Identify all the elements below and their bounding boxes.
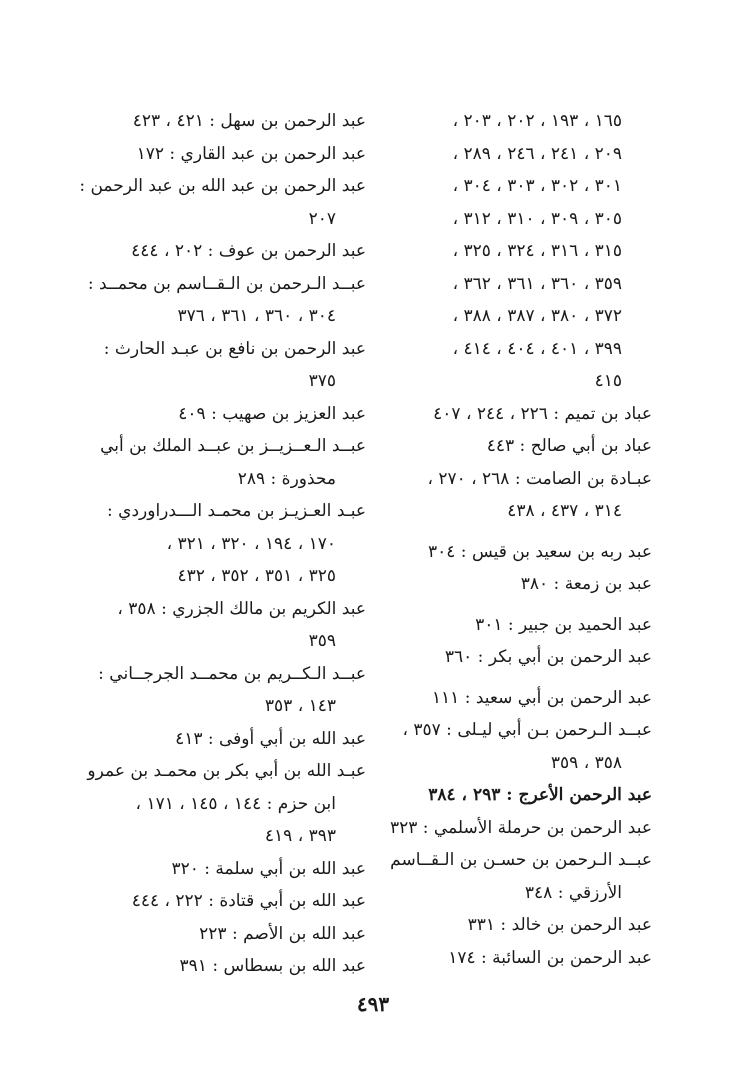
index-entry-continuation: ٣١٤ ، ٤٣٧ ، ٤٣٨: [507, 501, 622, 521]
index-entry: عبد الرحمن بن السائبة : ١٧٤: [448, 947, 652, 968]
index-entry-continuation: ٣٧٥: [308, 371, 336, 391]
index-entry: عبــد الـرحمن بن الـقــاسم بن محمــد :: [87, 273, 366, 294]
index-entry: عبد الرحمن بن خالد : ٣٣١: [467, 915, 652, 935]
index-entry-continuation: ٣١٥ ، ٣١٦ ، ٣٢٤ ، ٣٢٥ ،: [452, 241, 622, 261]
index-entry: عبد الرحمن بن حرملة الأسلمي : ٣٢٣: [389, 817, 652, 838]
index-entry-continuation: ابن حزم : ١٤٤ ، ١٤٥ ، ١٧١ ،: [135, 793, 336, 814]
left-column: [76, 105, 366, 983]
index-entry-continuation: ٣٠٤ ، ٣٦٠ ، ٣٦١ ، ٣٧٦: [177, 306, 336, 326]
index-entry: عبد الرحمن بن عبد الله بن عبد الرحمن :: [79, 176, 366, 196]
index-entry: عبــد الـرحمن بن حسـن بن الـقــاسم: [390, 850, 652, 870]
index-entry-continuation: ٣٢٥ ، ٣٥١ ، ٣٥٢ ، ٤٣٢: [177, 566, 336, 586]
index-entry: عبد الله بن الأصم : ٢٢٣: [199, 923, 366, 944]
index-entry-continuation: ٢٠٩ ، ٢٤١ ، ٢٤٦ ، ٢٨٩ ،: [452, 143, 622, 164]
index-entry: عبـادة بن الصامت : ٢٦٨ ، ٢٧٠ ،: [427, 468, 652, 489]
index-entry: عبــد الـعــزيــز بن عبــد الملك بن أبي: [100, 436, 366, 456]
index-entry: عبــد الـكــريم بن محمــد الجرجــاني :: [98, 663, 366, 684]
index-entry: عبد بن زمعة : ٣٨٠: [520, 574, 652, 594]
index-entry-continuation: ٣٠١ ، ٣٠٢ ، ٣٠٣ ، ٣٠٤ ،: [452, 176, 622, 196]
index-entry: عبد الله بن بسطاس : ٣٩١: [179, 956, 366, 976]
index-entry: عبد الرحمن بن أبي سعيد : ١١١: [431, 687, 652, 708]
index-entry-continuation: محذورة : ٢٨٩: [237, 468, 336, 489]
index-entry-continuation: ٣٩٩ ، ٤٠١ ، ٤٠٤ ، ٤١٤ ،: [452, 338, 622, 359]
index-entry-continuation: ٢٠٧: [308, 208, 336, 229]
index-entry: عبد الرحمن بن سهل : ٤٢١ ، ٤٢٣: [132, 111, 366, 131]
index-entry: عبـد الله بن أبي بكر بن محمـد بن عمرو: [87, 761, 366, 781]
index-entry: عبد الحميد بن جبير : ٣٠١: [475, 614, 652, 635]
index-entry: عبد ربه بن سعيد بن قيس : ٣٠٤: [428, 541, 652, 562]
index-entry-continuation: ٣٥٨ ، ٣٥٩: [550, 752, 622, 773]
index-entry: عبد الكريم بن مالك الجزري : ٣٥٨ ،: [117, 598, 366, 619]
index-entry: عبد الرحمن بن أبي بكر : ٣٦٠: [444, 647, 652, 667]
right-column: [362, 105, 652, 974]
index-entry-continuation: ٣٠٥ ، ٣٠٩ ، ٣١٠ ، ٣١٢ ،: [452, 208, 622, 229]
index-entry: عباد بن أبي صالح : ٤٤٣: [486, 436, 652, 456]
index-entry-continuation: ١٧٠ ، ١٩٤ ، ٣٢٠ ، ٣٢١ ،: [166, 533, 336, 554]
index-entry-continuation: ١٤٣ ، ٣٥٣: [264, 696, 336, 716]
index-entry: عباد بن تميم : ٢٢٦ ، ٢٤٤ ، ٤٠٧: [433, 403, 652, 424]
index-entry: عبد الرحمن بن عبد القاري : ١٧٢: [136, 143, 366, 164]
index-entry-continuation: ٣٩٣ ، ٤١٩: [264, 826, 336, 846]
index-entry: عبد الله بن أبي قتادة : ٢٢٢ ، ٤٤٤: [131, 891, 366, 911]
index-entry: عبد الله بن أبي سلمة : ٣٢٠: [171, 858, 366, 879]
index-entry: عبد الرحمن الأعرج : ٢٩٣ ، ٣٨٤: [428, 785, 652, 805]
index-entry: عبد الرحمن بن عوف : ٢٠٢ ، ٤٤٤: [131, 241, 366, 261]
index-entry-continuation: ٣٥٩ ، ٣٦٠ ، ٣٦١ ، ٣٦٢ ،: [452, 273, 622, 294]
index-entry-continuation: الأرزقي : ٣٤٨: [524, 882, 622, 903]
index-entry-continuation: ١٦٥ ، ١٩٣ ، ٢٠٢ ، ٢٠٣ ،: [452, 111, 622, 131]
index-entry: عبــد الـرحمن بـن أبي ليـلى : ٣٥٧ ،: [402, 720, 652, 740]
index-entry-continuation: ٣٧٢ ، ٣٨٠ ، ٣٨٧ ، ٣٨٨ ،: [452, 306, 622, 326]
index-entry: عبد الله بن أبي أوفى : ٤١٣: [175, 728, 366, 749]
index-entry: عبـد العـزيـز بن محمـد الـــدراوردي :: [107, 501, 366, 521]
index-entry-continuation: ٤١٥: [594, 371, 622, 391]
page-number: ٤٩٣: [356, 992, 390, 1016]
index-entry: عبد الرحمن بن نافع بن عبـد الحارث :: [103, 338, 366, 359]
index-entry: عبد العزيز بن صهيب : ٤٠٩: [178, 403, 366, 424]
index-entry-continuation: ٣٥٩: [308, 631, 336, 651]
